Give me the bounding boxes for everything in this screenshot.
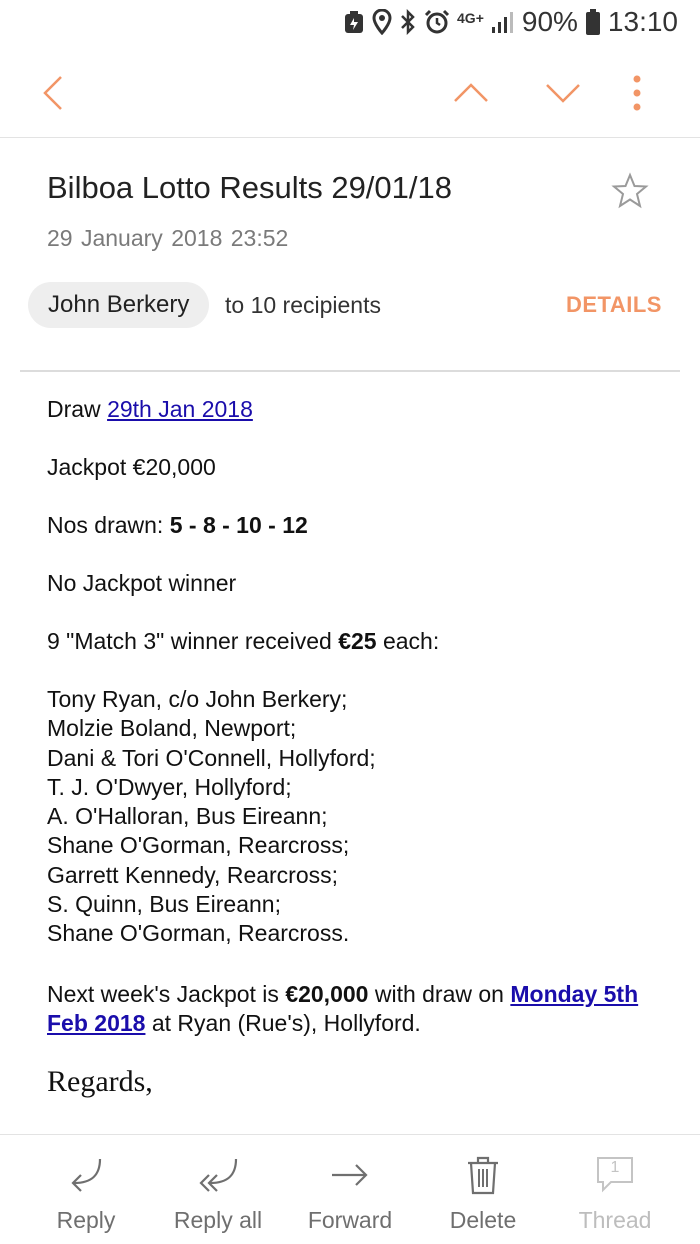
reply-all-icon <box>196 1155 240 1195</box>
list-item: T. J. O'Dwyer, Hollyford; <box>47 773 292 800</box>
network-4g-icon: 4G+ <box>457 10 484 26</box>
status-bar <box>0 0 700 48</box>
battery-percentage: 90% <box>521 6 578 37</box>
reply-all-button[interactable] <box>158 1153 278 1234</box>
numbers-label: Nos drawn: <box>47 512 170 538</box>
reply-label: Reply <box>56 1207 116 1233</box>
email-date: 29 January 2018 23:52 <box>47 225 289 251</box>
list-item: Shane O'Gorman, Rearcross; <box>47 832 350 859</box>
delete-button[interactable] <box>423 1153 543 1234</box>
star-button[interactable] <box>611 172 651 212</box>
numbers-values: 5 - 8 - 10 - 12 <box>169 512 308 538</box>
toolbar <box>0 50 700 138</box>
back-arrow-icon <box>42 75 64 111</box>
draw-line <box>47 395 667 424</box>
alarm-icon <box>424 9 450 35</box>
email-subject: Bilboa Lotto Results 29/01/18 <box>47 170 452 205</box>
trash-icon <box>466 1155 500 1195</box>
forward-label: Forward <box>307 1207 393 1233</box>
next-mid-text: with draw on <box>368 980 511 1007</box>
list-item: Tony Ryan, c/o John Berkery; <box>47 686 348 712</box>
bluetooth-icon <box>399 9 417 35</box>
no-winner-line: No Jackpot winner <box>47 570 237 596</box>
sender-name: John Berkery <box>48 291 190 318</box>
reply-all-label: Reply all <box>173 1207 263 1233</box>
match-suffix: each: <box>376 628 440 654</box>
match-text: 9 "Match 3" winner received <box>47 628 339 654</box>
battery-icon <box>585 8 601 36</box>
list-item: Garrett Kennedy, Rearcross; <box>47 861 339 888</box>
status-time: 13:10 <box>607 6 678 37</box>
next-email-button[interactable] <box>538 68 588 118</box>
chevron-up-icon <box>453 82 489 104</box>
signal-icon <box>491 10 515 34</box>
reply-button[interactable] <box>26 1153 146 1234</box>
list-item: Shane O'Gorman, Rearcross. <box>47 920 350 947</box>
bottom-action-bar <box>0 1134 700 1244</box>
numbers-line <box>47 511 667 540</box>
list-item: Dani & Tori O'Connell, Hollyford; <box>47 744 376 771</box>
reply-icon <box>66 1155 106 1195</box>
previous-email-button[interactable] <box>446 68 496 118</box>
thread-button[interactable] <box>555 1153 675 1234</box>
header-divider <box>20 370 680 372</box>
more-vertical-icon <box>632 75 642 111</box>
winners-list <box>47 685 667 949</box>
more-options-button[interactable] <box>612 68 662 118</box>
battery-saver-icon <box>343 9 365 35</box>
list-item: A. O'Halloran, Bus Eireann; <box>47 803 328 830</box>
email-body <box>47 395 667 1096</box>
next-amount: €20,000 <box>285 980 369 1007</box>
details-button[interactable]: DETAILS <box>566 292 662 317</box>
delete-label: Delete <box>449 1207 517 1233</box>
recipients-text: to 10 recipients <box>225 292 381 318</box>
draw-label: Draw <box>47 396 108 422</box>
jackpot-line: Jackpot €20,000 <box>47 454 216 480</box>
forward-icon <box>330 1160 370 1190</box>
next-venue-text: at Ryan (Rue's), Hollyford. <box>145 1009 421 1036</box>
match-amount: €25 <box>338 628 377 654</box>
regards-text: Regards, <box>47 1064 153 1098</box>
thread-count: 1 <box>610 1159 620 1176</box>
next-jackpot-line <box>47 980 667 1038</box>
match-line <box>47 627 667 656</box>
next-text: Next week's Jackpot is <box>47 980 286 1007</box>
thread-label: Thread <box>578 1207 652 1233</box>
next-date-link[interactable]: Monday 5th Feb 2018 <box>47 980 639 1036</box>
list-item: Molzie Boland, Newport; <box>47 715 297 742</box>
star-icon <box>611 172 649 210</box>
chevron-down-icon <box>545 82 581 104</box>
list-item: S. Quinn, Bus Eireann; <box>47 891 281 918</box>
forward-button[interactable] <box>290 1153 410 1234</box>
back-button[interactable] <box>28 68 78 118</box>
sender-chip[interactable] <box>28 282 209 328</box>
draw-date-link[interactable]: 29th Jan 2018 <box>107 396 253 422</box>
location-icon <box>372 9 392 35</box>
